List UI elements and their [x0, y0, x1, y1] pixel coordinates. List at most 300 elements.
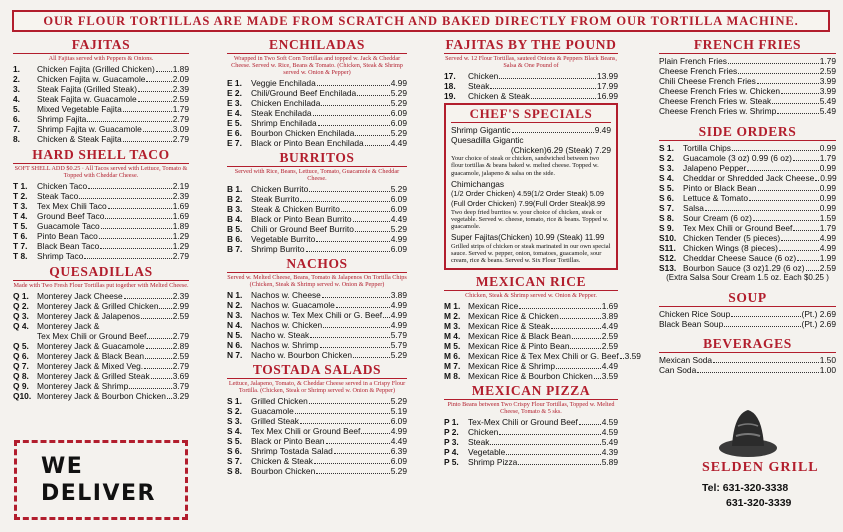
item-code: B 6. — [227, 234, 243, 244]
item-name: Black or Pinto Bean Enchilada — [251, 138, 364, 148]
item-price: 0.99 — [819, 193, 836, 203]
menu-item — [659, 253, 836, 263]
item-price: 2.99 — [172, 301, 189, 311]
item-code: P 2. — [444, 426, 459, 437]
chef-chimi-half: (1/2 Order Chicken) 4.59(1/2 Order Steak) 5.09 — [451, 188, 604, 198]
nachos-list — [227, 290, 407, 360]
menu-item — [13, 94, 189, 104]
item-name: Shrimp Pizza — [468, 456, 518, 467]
item-price: 6.09 — [390, 194, 407, 204]
item-name: Bourbon Chicken — [251, 466, 316, 476]
dot-leader — [728, 63, 819, 64]
menu-item — [227, 290, 407, 300]
phone-2: 631-320-3339 — [726, 497, 792, 509]
tacos-desc: SOFT SHELL ADD $0.25 · All Tacos served with Lettuce, Tomato & Topped with Cheddar Cheese. — [14, 165, 188, 179]
item-name: Mixed Vegetable Fajita — [37, 104, 122, 114]
chefs-title: CHEF'S SPECIALS — [451, 107, 611, 123]
item-code: S 1. — [659, 143, 674, 153]
item-code: E 5. — [227, 118, 242, 128]
item-code: N 4. — [227, 320, 243, 330]
dot-leader — [145, 358, 172, 359]
item-name: Mexican Rice & Black Bean — [468, 330, 571, 341]
item-name: Mexican Rice & Bourbon Chicken — [468, 370, 593, 381]
item-code: T 3. — [13, 201, 28, 211]
menu-item — [659, 163, 836, 173]
dot-leader — [138, 101, 172, 102]
item-name: Mexican Rice & Pinto Bean — [468, 340, 570, 351]
item-price: 5.29 — [390, 224, 407, 234]
item-price: 2.59 — [172, 311, 189, 321]
dot-leader — [749, 200, 819, 201]
chef-quesadilla-prices: (Chicken)6.29 (Steak) 7.29 — [510, 145, 611, 155]
item-name: Shrimp Taco — [37, 251, 84, 261]
menu-item — [227, 456, 407, 466]
menu-item — [13, 84, 189, 94]
menu-item — [444, 331, 618, 341]
item-price: 4.59 — [601, 416, 618, 427]
dot-leader — [506, 454, 600, 455]
item-code: 5. — [13, 104, 20, 114]
menu-item — [444, 447, 618, 457]
item-code: N 1. — [227, 290, 243, 300]
menu-item — [659, 355, 836, 365]
item-code: P 4. — [444, 446, 459, 457]
item-code: N 7. — [227, 350, 243, 360]
item-code: M 3. — [444, 320, 461, 331]
dot-leader — [326, 443, 390, 444]
item-price: 5.29 — [390, 128, 407, 138]
dot-leader — [499, 78, 596, 79]
item-code: Q 1. — [13, 291, 29, 301]
item-name: Mexican Rice & Shrimp — [468, 360, 556, 371]
dot-leader — [313, 115, 390, 116]
item-price: 1.69 — [601, 300, 618, 311]
item-name: Jalapeno Pepper — [683, 163, 747, 173]
menu-item — [13, 64, 189, 74]
item-name: Vegetable Burrito — [251, 234, 316, 244]
item-code: B 4. — [227, 214, 243, 224]
item-price: 2.59 — [172, 351, 189, 361]
item-price: 5.29 — [390, 184, 407, 194]
item-price: 5.49 — [819, 106, 836, 116]
dot-leader — [146, 348, 172, 349]
dot-leader — [108, 208, 172, 209]
menu-item — [659, 56, 836, 66]
burritos-section — [227, 151, 407, 254]
dot-leader — [309, 403, 390, 404]
dot-leader — [777, 113, 818, 114]
item-code: B 2. — [227, 194, 243, 204]
item-name: Chicken Burrito — [251, 184, 309, 194]
dot-leader — [151, 378, 172, 379]
rice-list — [444, 300, 641, 381]
item-code: N 2. — [227, 300, 243, 310]
menu-item — [13, 74, 189, 84]
menu-item — [227, 466, 407, 476]
dot-leader — [705, 210, 819, 211]
item-price: 1.69 — [172, 201, 189, 211]
item-name: Chicken Wings (8 pieces) — [683, 243, 778, 253]
dot-leader — [572, 338, 601, 339]
dot-leader — [519, 308, 600, 309]
item-name: Monterey Jack & Guacamole — [37, 341, 145, 351]
item-name: Nachos w. Tex Mex Chili or G. Beef — [251, 310, 383, 320]
dot-leader — [731, 316, 800, 317]
dot-leader — [797, 260, 819, 261]
dot-leader — [499, 434, 600, 435]
dot-leader — [295, 413, 390, 414]
dot-leader — [793, 230, 818, 231]
item-price: 4.99 — [390, 234, 407, 244]
menu-item — [227, 396, 407, 406]
item-code: S 4. — [659, 173, 674, 183]
item-price: 2.79 — [172, 114, 189, 124]
quesadillas-title: QUESADILLAS — [13, 265, 189, 281]
dot-leader — [357, 95, 389, 96]
chef-chimi-name: Chimichangas — [451, 178, 505, 189]
item-code: P 1. — [444, 416, 459, 427]
menu-item — [227, 300, 407, 310]
item-name: Shrimp Fajita w. Guacamole — [37, 124, 142, 134]
quesadillas-section — [13, 265, 189, 401]
item-code: S 7. — [227, 456, 242, 466]
chef-shrimp-name: Shrimp Gigantic — [451, 125, 511, 135]
item-code: E 2. — [227, 88, 242, 98]
item-price: 4.99 — [819, 243, 836, 253]
item-price: 4.99 — [390, 300, 407, 310]
dot-leader — [757, 83, 819, 84]
chef-chimi-desc: Two deep fried burritos w. your choice of chicken, steak or vegetable. Served w. cheese, tomato, rice & beans. Topped w. guacamole. — [451, 208, 609, 231]
item-name: Chili or Ground Beef Burrito — [251, 224, 354, 234]
item-code: M 5. — [444, 340, 461, 351]
item-price: 6.09 — [390, 108, 407, 118]
menu-item — [13, 381, 189, 391]
fries-section — [659, 38, 836, 116]
dot-leader — [300, 423, 390, 424]
menu-item — [444, 91, 618, 101]
item-name: Tex-Mex Chili or Ground Beef — [468, 416, 578, 427]
menu-item — [659, 76, 836, 86]
item-price: 3.69 — [172, 371, 189, 381]
dot-leader — [138, 91, 172, 92]
dot-leader — [156, 71, 172, 72]
item-code: T 7. — [13, 241, 28, 251]
menu-item — [227, 446, 407, 456]
dot-leader — [738, 73, 818, 74]
dot-leader — [84, 258, 171, 259]
fajitas-list — [13, 64, 189, 144]
pound-list — [444, 71, 618, 101]
item-price: 3.59 — [601, 370, 618, 381]
item-code: 19. — [444, 91, 456, 101]
item-price: 2.39 — [172, 191, 189, 201]
dot-leader — [793, 160, 819, 161]
item-name: Chicken Fajita (Grilled Chicken) — [37, 64, 155, 74]
item-name: Black Bean Soup — [659, 319, 724, 329]
item-code: N 5. — [227, 330, 243, 340]
item-price: 5.29 — [390, 466, 407, 476]
item-price: 1.50 — [819, 355, 836, 365]
item-code: B 3. — [227, 204, 243, 214]
dot-leader — [99, 238, 172, 239]
chefs-specials-box — [444, 103, 618, 270]
item-code: S11. — [659, 243, 676, 253]
enchiladas-desc: Wrapped in Two Soft Corn Tortillas and topped w. Jack & Cheddar Cheese. Served w. Rice, Beans & Tomato. (Chicken, Steak & Shrimp served w. Onion & Pepper) — [231, 55, 403, 76]
item-price: 2.39 — [172, 291, 189, 301]
dot-leader — [306, 251, 390, 252]
item-name: Cheese French Fries w. Shrimp — [659, 106, 777, 116]
menu-item — [227, 88, 407, 98]
beverages-section — [659, 337, 836, 375]
item-name: Shrimp Burrito — [251, 244, 305, 254]
menu-item — [227, 118, 407, 128]
item-price: 6.09 — [390, 118, 407, 128]
menu-item — [444, 457, 618, 467]
item-code: P 5. — [444, 456, 459, 467]
menu-item — [13, 361, 189, 371]
item-code: B 5. — [227, 224, 243, 234]
menu-item — [13, 251, 189, 261]
item-code: 1. — [13, 64, 20, 74]
item-name: Salsa — [683, 203, 704, 213]
rice-section — [444, 273, 641, 381]
menu-item — [227, 244, 407, 254]
item-code: S13. — [659, 263, 677, 273]
menu-item — [13, 391, 189, 401]
item-price: 6.09 — [390, 416, 407, 426]
item-name: Mexican Soda — [659, 355, 713, 365]
item-code: T 8. — [13, 251, 28, 261]
item-price: 4.49 — [390, 436, 407, 446]
top-banner: OUR FLOUR TORTILLAS ARE MADE FROM SCRATCH AND BAKED DIRECTLY FROM OUR TORTILLA MACHINE. — [12, 10, 830, 32]
item-code: 7. — [13, 124, 20, 134]
dot-leader — [781, 93, 819, 94]
menu-item — [13, 321, 189, 331]
chef-quesadilla-name: Quesadilla Gigantic — [451, 135, 524, 145]
item-price: 4.99 — [390, 426, 407, 436]
chef-quesadilla-desc: Your choice of steak or chicken, sandwiched between two flour tortillas & beans baked w. melted cheese. Topped w. guacamole, jalapeno & salsa on the side. — [451, 155, 600, 177]
item-name: Monterey Jack & Shrimp — [37, 381, 129, 391]
item-name: Chicken — [468, 71, 499, 81]
item-name: Pinto or Black Bean — [683, 183, 757, 193]
quesadillas-desc: Made with Two Fresh Flour Tortillas put together with Melted Cheese. — [13, 282, 189, 289]
dot-leader — [336, 307, 390, 308]
item-code: 18. — [444, 81, 456, 91]
item-name: Chili/Ground Beef Enchilada — [251, 88, 357, 98]
item-price: 6.09 — [390, 456, 407, 466]
pizza-desc: Pinto Beans between Two Crispy Flour Tortillas, Topped w. Melted Cheese, Tomato & 5 sks. — [447, 400, 615, 415]
item-code: E 4. — [227, 108, 242, 118]
menu-item — [444, 71, 618, 81]
column-4 — [659, 38, 836, 377]
dot-leader — [361, 433, 389, 434]
dot-leader — [713, 362, 819, 363]
item-code: S 5. — [227, 436, 242, 446]
menu-item — [659, 319, 836, 329]
item-code: S12. — [659, 253, 677, 263]
menu-item — [444, 371, 618, 381]
item-name: Steak — [468, 436, 490, 447]
item-name: Nachos w. Cheese — [251, 290, 321, 300]
item-code: B 1. — [227, 184, 243, 194]
enchiladas-list — [227, 78, 407, 148]
burritos-title: BURRITOS — [227, 151, 407, 167]
menu-item — [13, 104, 189, 114]
item-price: 3.89 — [601, 310, 618, 321]
column-2 — [227, 38, 407, 478]
item-name: Nachos w. Chicken — [251, 320, 323, 330]
dot-leader — [101, 228, 172, 229]
item-name: Cheese French Fries w. Chicken — [659, 86, 781, 96]
item-code: T 1. — [13, 181, 28, 191]
sides-section — [659, 125, 836, 283]
item-price: 6.09 — [390, 204, 407, 214]
item-name: Tex Mex Chili Taco — [37, 201, 107, 211]
item-name: Steak & Chicken Burrito — [251, 204, 340, 214]
dot-leader — [316, 473, 389, 474]
item-code: Q 6. — [13, 351, 29, 361]
item-price: 0.99 — [819, 163, 836, 173]
sombrero-icon — [718, 404, 778, 462]
item-price: 4.99 — [390, 78, 407, 88]
item-price: 2.59 — [819, 263, 836, 273]
menu-item — [13, 114, 189, 124]
item-name: Chicken Tender (5 pieces) — [683, 233, 781, 243]
dot-leader — [490, 88, 596, 89]
menu-item — [227, 350, 407, 360]
menu-item — [13, 351, 189, 361]
item-name: Monterey Jack & Jalapenos — [37, 311, 140, 321]
sides-note: (Extra Salsa Sour Cream 1.5 oz. Each $0.25 ) — [666, 273, 829, 282]
dot-leader — [129, 388, 171, 389]
menu-item — [227, 340, 407, 350]
dot-leader — [341, 211, 390, 212]
item-code: 4. — [13, 94, 20, 104]
item-name: Shrimp Fajita — [37, 114, 87, 124]
dot-leader — [317, 85, 390, 86]
menu-item — [659, 193, 836, 203]
item-code: S 8. — [227, 466, 242, 476]
deliver-line-1: WE — [41, 454, 84, 479]
item-code: Q10. — [13, 391, 32, 401]
item-price: 1.89 — [172, 64, 189, 74]
tostada-section — [227, 363, 407, 476]
item-name: Chicken & Steak — [468, 91, 530, 101]
item-price: 2.09 — [172, 74, 189, 84]
item-name: Black Bean Taco — [37, 241, 100, 251]
rice-desc: Chicken, Steak & Shrimp served w. Onion & Pepper. — [465, 291, 597, 299]
menu-item — [659, 106, 836, 116]
item-name: Monterey Jack & Bourbon Chicken — [37, 391, 166, 401]
item-code: S 1. — [227, 396, 242, 406]
dot-leader — [309, 191, 389, 192]
item-price: 2.79 — [172, 361, 189, 371]
pound-title: FAJITAS BY THE POUND — [445, 37, 617, 52]
item-code: N 6. — [227, 340, 243, 350]
item-price: 4.99 — [390, 320, 407, 330]
dot-leader — [512, 132, 594, 133]
menu-item — [13, 124, 189, 134]
menu-item — [13, 201, 189, 211]
item-name: Monterey Jack & Grilled Steak — [37, 371, 150, 381]
item-price: 3.89 — [390, 290, 407, 300]
item-name: Nacho w. Steak — [251, 330, 310, 340]
item-code: M 6. — [444, 350, 461, 361]
item-name: Vegetable — [468, 446, 506, 457]
menu-item — [13, 341, 189, 351]
item-price: 5.29 — [390, 88, 407, 98]
menu-item — [659, 243, 836, 253]
dot-leader — [806, 270, 819, 271]
nachos-section — [227, 257, 407, 360]
item-name: Bourbon Sauce (3 oz)1.29 (6 oz) — [683, 263, 805, 273]
item-price: 4.49 — [390, 214, 407, 224]
item-name: Guacamole — [251, 406, 294, 416]
tostada-title: TOSTADA SALADS — [227, 363, 407, 379]
item-price: 2.79 — [172, 331, 189, 341]
dot-leader — [320, 347, 390, 348]
item-code: P 3. — [444, 436, 459, 447]
dot-leader — [105, 218, 171, 219]
item-code: S10. — [659, 233, 677, 243]
fajitas-section — [13, 38, 189, 144]
item-name: Tex Mex Chili or Ground Beef — [683, 223, 793, 233]
dot-leader — [79, 198, 171, 199]
tostada-desc: Lettuce, Jalapeno, Tomato, & Cheddar Cheese served in a Crispy Flour Tortilla. (Chicken, Steak or Shrimp served w. Onion & Pepper) — [228, 380, 406, 394]
item-code: E 6. — [227, 128, 242, 138]
item-name: Black or Pinto Bean Burrito — [251, 214, 352, 224]
selden-grill-logo-area — [660, 404, 830, 524]
menu-item — [659, 66, 836, 76]
dot-leader — [560, 318, 601, 319]
item-name: Shrimp Enchilada — [251, 118, 317, 128]
menu-item — [659, 96, 836, 106]
item-name: Chicken Fajita w. Guacamole — [37, 74, 146, 84]
dot-leader — [300, 201, 389, 202]
menu-item — [659, 203, 836, 213]
dot-leader — [316, 241, 389, 242]
item-price: 6.09 — [390, 244, 407, 254]
item-price: 3.99 — [819, 76, 836, 86]
item-code: S 8. — [659, 213, 674, 223]
item-price: 3.59 — [624, 350, 641, 361]
pizza-list — [444, 417, 618, 467]
item-price: 5.29 — [390, 98, 407, 108]
item-price: 4.49 — [601, 360, 618, 371]
dot-leader — [355, 135, 389, 136]
rice-title: MEXICAN RICE — [444, 275, 618, 291]
chef-super-desc: Grilled strips of chicken or steak marinated in our own special sauce. Served w. pepper, onion, tomatoes, guacamole, sour cream, rice & beans. Served w. Six Flour Tortillas. — [451, 242, 611, 265]
dot-leader — [383, 317, 390, 318]
menu-item — [13, 291, 189, 301]
item-name: Chicken Rice Soup — [659, 309, 731, 319]
menu-item — [227, 416, 407, 426]
item-name: Lettuce & Tomato — [683, 193, 749, 203]
item-price: 1.29 — [172, 241, 189, 251]
dot-leader — [724, 326, 800, 327]
item-code: Q 3. — [13, 311, 29, 321]
menu-item — [444, 301, 618, 311]
dot-leader — [758, 190, 819, 191]
item-price: 2.19 — [172, 181, 189, 191]
item-name: Ground Beef Taco — [37, 211, 105, 221]
dot-leader — [772, 103, 819, 104]
item-code: T 6. — [13, 231, 28, 241]
menu-item — [227, 320, 407, 330]
item-price: 1.99 — [819, 253, 836, 263]
item-name: Tortilla Chips — [683, 143, 731, 153]
item-name: Monterey Jack Cheese — [37, 291, 123, 301]
